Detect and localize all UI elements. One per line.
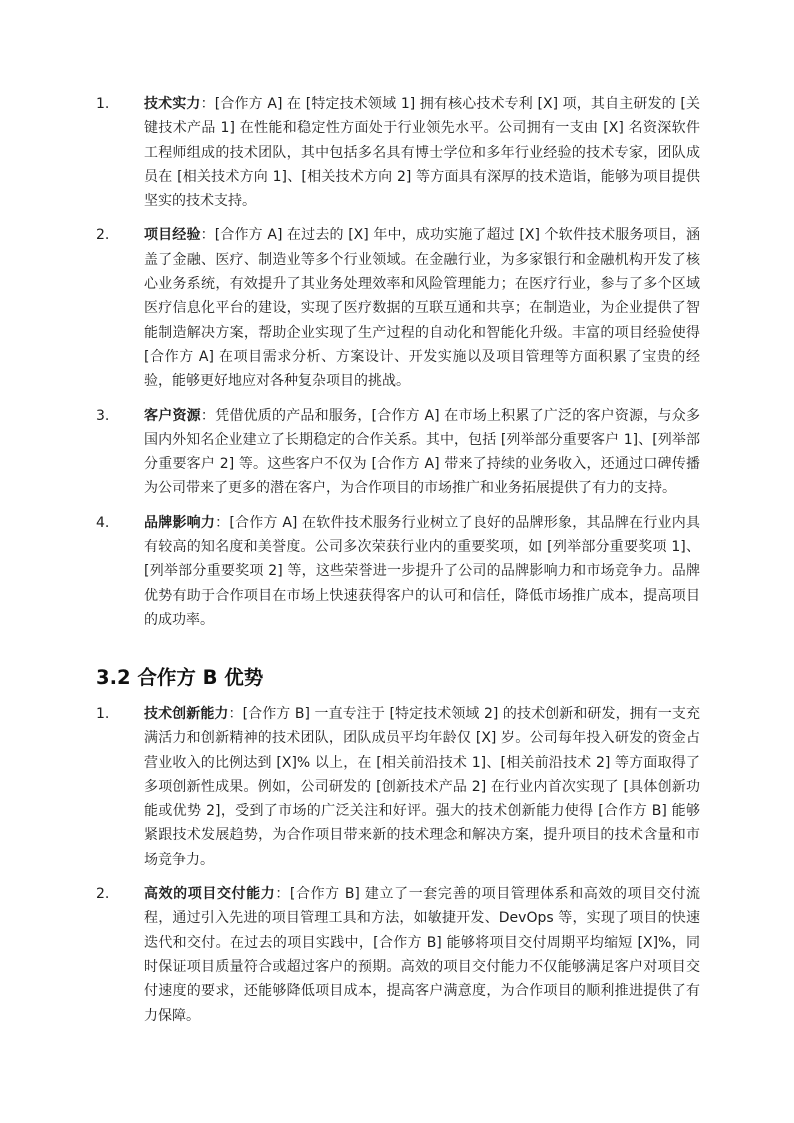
list-item-number: 3.: [96, 407, 110, 424]
list-item-term: 高效的项目交付能力: [144, 886, 276, 903]
list-item-number: 1.: [96, 96, 110, 112]
section-heading: 3.2 合作方 B 优势: [96, 666, 264, 689]
list-item-text: ：[合作方 A] 在 [特定技术领域 1] 拥有核心技术专利 [X] 项，其自主研发的 [关键技术产品 1] 在性能和稳定性方面处于行业领先水平。公司拥有一支由 [X] 名资深软件工程师组成的技术团队，其中包括多名具有博士学位和多年行业经验的技术专家，团队成员在 [相关技术方向 1]、[相关技术方向 2] 等方面具有深厚的技术造诣，能够为项目提供坚实的技术支持。: [144, 96, 701, 210]
list-item-text: ：[合作方 B] 一直专注于 [特定技术领域 2] 的技术创新和研发，拥有一支充满活力和创新精神的技术团队，团队成员平均年龄仅 [X] 岁。公司每年投入研发的资金占营业收入的比例达到 [X]% 以上，在 [相关前沿技术 1]、[相关前沿技术 2] 等方面取得了多项创新性成果。例如，公司研发的 [创新技术产品 2] 在行业内首次实现了 [具体创新功能或优势 2]，受到了市场的广泛关注和好评。强大的技术创新能力使得 [合作方 B] 能够紧跟技术发展趋势，为合作项目带来新的技术理念和解决方案，提升项目的技术含量和市场竞争力。: [144, 706, 701, 868]
list-item-text: ：[合作方 B] 建立了一套完善的项目管理体系和高效的项目交付流程，通过引入先进的项目管理工具和方法，如敏捷开发、DevOps 等，实现了项目的快速迭代和交付。在过去的项目实践中，[合作方 B] 能够将项目交付周期平均缩短 [X]%，同时保证项目质量符合或超过客户的预期。高效的项目交付能力不仅能够满足客户对项目交付速度的要求，还能够降低项目成本，提高客户满意度，为合作项目的顺利推进提供了有力保障。: [144, 886, 700, 1024]
list-item: [96, 92, 700, 213]
list-item: [96, 223, 700, 393]
list-item: [96, 702, 700, 872]
list-item: [96, 511, 700, 632]
list-item-term: 项目经验: [144, 227, 201, 244]
list-item-text: ：凭借优质的产品和服务，[合作方 A] 在市场上积累了广泛的客户资源，与众多国内外知名企业建立了长期稳定的合作关系。其中，包括 [列举部分重要客户 1]、[列举部分重要客户 2] 等。这些客户不仅为 [合作方 A] 带来了持续的业务收入，还通过口碑传播为公司带来了更多的潜在客户，为合作项目的市场推广和业务拓展提供了有力的支持。: [144, 407, 701, 497]
list-item-number: 2.: [96, 886, 110, 903]
partner-a-advantages-list: [96, 92, 700, 642]
list-item-text: ：[合作方 A] 在软件技术服务行业树立了良好的品牌形象，其品牌在行业内具有较高的知名度和美誉度。公司多次荣获行业内的重要奖项，如 [列举部分重要奖项 1]、[列举部分重要奖项 2] 等，这些荣誉进一步提升了公司的品牌影响力和市场竞争力。品牌优势有助于合作项目在市场上快速获得客户的认可和信任，降低市场推广成本，提高项目的成功率。: [144, 514, 701, 628]
list-item-text: ：[合作方 A] 在过去的 [X] 年中，成功实施了超过 [X] 个软件技术服务项目，涵盖了金融、医疗、制造业等多个行业领域。在金融行业，为多家银行和金融机构开发了核心业务系统，有效提升了其业务处理效率和风险管理能力；在医疗行业，参与了多个区域医疗信息化平台的建设，实现了医疗数据的互联互通和共享；在制造业，为企业提供了智能制造解决方案，帮助企业实现了生产过程的自动化和智能化升级。丰富的项目经验使得 [合作方 A] 在项目需求分析、方案设计、开发实施以及项目管理等方面积累了宝贵的经验，能够更好地应对各种复杂项目的挑战。: [144, 227, 700, 390]
partner-b-advantages-list: [96, 702, 700, 1038]
list-item: [96, 882, 700, 1028]
list-item-term: 技术创新能力: [144, 706, 229, 722]
list-item: [96, 404, 700, 501]
list-item-term: 技术实力: [144, 96, 201, 112]
list-item-term: 客户资源: [144, 407, 201, 424]
list-item-number: 1.: [96, 706, 110, 722]
list-item-term: 品牌影响力: [144, 514, 216, 531]
list-item-number: 2.: [96, 227, 110, 244]
list-item-number: 4.: [96, 514, 110, 531]
